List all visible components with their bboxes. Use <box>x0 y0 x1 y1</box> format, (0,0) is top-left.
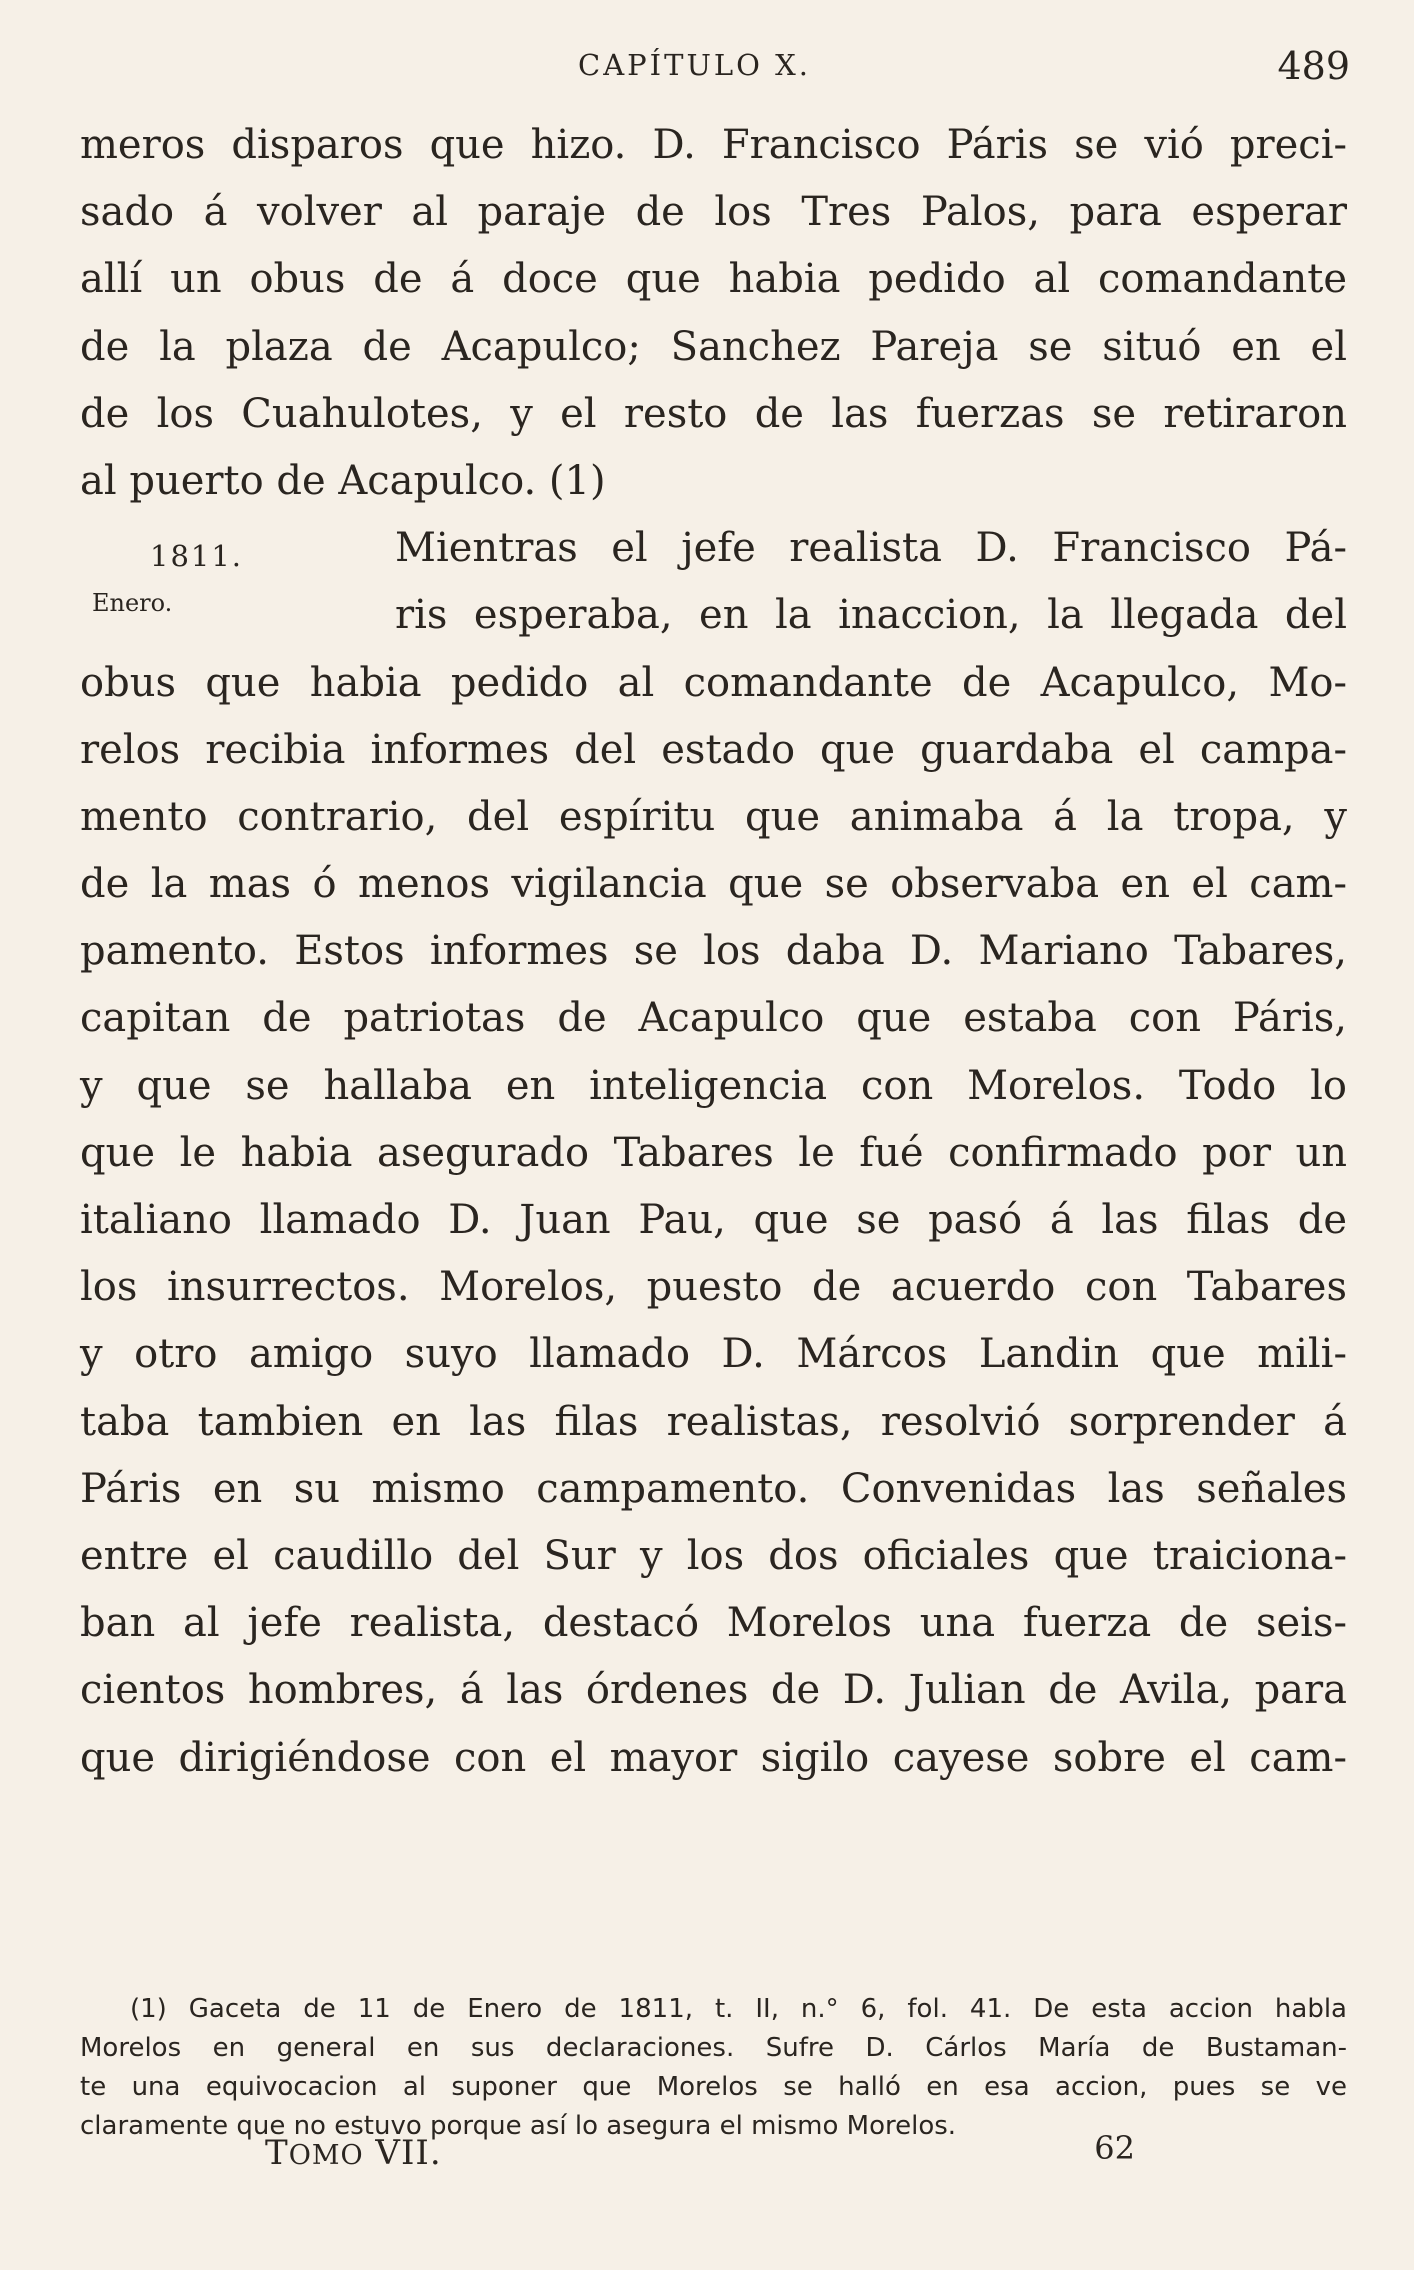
text-line: obus que habia pedido al comandante de Acapulco, Mo- <box>80 659 1347 706</box>
text-line: ris esperaba, en la inaccion, la llegada del <box>395 592 1347 639</box>
footnote-line: claramente que no estuvo porque así lo asegura el mismo Morelos. <box>80 2111 957 2141</box>
volume-initial: T <box>265 2133 289 2173</box>
text-line: que le habia asegurado Tabares le fué confirmado por un <box>80 1129 1347 1176</box>
text-line: capitan de patriotas de Acapulco que estaba con Páris, <box>80 995 1347 1042</box>
text-line: pamento. Estos informes se los daba D. Mariano Tabares, <box>80 928 1347 975</box>
text-line: de la plaza de Acapulco; Sanchez Pareja se situó en el <box>80 323 1347 370</box>
text-line: italiano llamado D. Juan Pau, que se pasó á las filas de <box>80 1197 1347 1243</box>
text-line: relos recibia informes del estado que guardaba el campa- <box>80 726 1347 773</box>
text-line: Mientras el jefe realista D. Francisco Pá- <box>395 525 1347 572</box>
page-number: 489 <box>1277 44 1350 88</box>
text-line: y otro amigo suyo llamado D. Márcos Landin que mili- <box>80 1331 1347 1378</box>
text-line: sado á volver al paraje de los Tres Palos, para esperar <box>80 189 1347 236</box>
margin-note-year: 1811. <box>150 539 244 574</box>
text-line: Páris en su mismo campamento. Convenidas las señales <box>80 1465 1347 1512</box>
text-line: entre el caudillo del Sur y los dos oficiales que traiciona- <box>80 1532 1347 1579</box>
page-footer <box>265 2129 1135 2177</box>
footnote-line: Morelos en general en sus declaraciones. Sufre D. Cárlos María de Bustaman- <box>80 2033 1347 2063</box>
footnotes <box>80 1990 1347 2146</box>
text-line-with-margin-note <box>80 582 1347 649</box>
text-line: que dirigiéndose con el mayor sigilo cayese sobre el cam- <box>80 1734 1347 1781</box>
text-line: de los Cuahulotes, y el resto de las fuerzas se retiraron <box>80 390 1347 437</box>
text-line: taba tambien en las filas realistas, resolvió sorprender á <box>80 1398 1347 1445</box>
volume-label <box>265 2133 442 2173</box>
text-line: ban al jefe realista, destacó Morelos una fuerza de seis- <box>80 1600 1347 1647</box>
body-text <box>80 112 1347 1792</box>
text-line: meros disparos que hizo. D. Francisco Páris se vió preci- <box>80 122 1347 168</box>
text-line-with-margin-note <box>80 515 1347 582</box>
text-line: y que se hallaba en inteligencia con Morelos. Todo lo <box>80 1062 1347 1109</box>
margin-note-month: Enero. <box>92 589 173 618</box>
running-head: CAPÍTULO X. <box>578 48 811 82</box>
text-line: allí un obus de á doce que habia pedido al comandante <box>80 256 1347 303</box>
volume-number: VII. <box>363 2133 442 2173</box>
volume-word-rest: OMO <box>288 2140 364 2171</box>
footnote-line: (1) Gaceta de 11 de Enero de 1811, t. II, n.° 6, fol. 41. De esta accion habla <box>130 1994 1347 2024</box>
text-line: los insurrectos. Morelos, puesto de acuerdo con Tabares <box>80 1264 1347 1311</box>
page-header <box>80 44 1350 88</box>
text-line: mento contrario, del espíritu que animaba á la tropa, y <box>80 793 1347 840</box>
footnote-line: te una equivocacion al suponer que Morelos se halló en esa accion, pues se ve <box>80 2072 1347 2102</box>
text-line: cientos hombres, á las órdenes de D. Julian de Avila, para <box>80 1667 1347 1714</box>
printer-signature: 62 <box>1094 2129 1135 2167</box>
text-line: de la mas ó menos vigilancia que se observaba en el cam- <box>80 861 1347 908</box>
text-line: al puerto de Acapulco. (1) <box>80 457 606 504</box>
